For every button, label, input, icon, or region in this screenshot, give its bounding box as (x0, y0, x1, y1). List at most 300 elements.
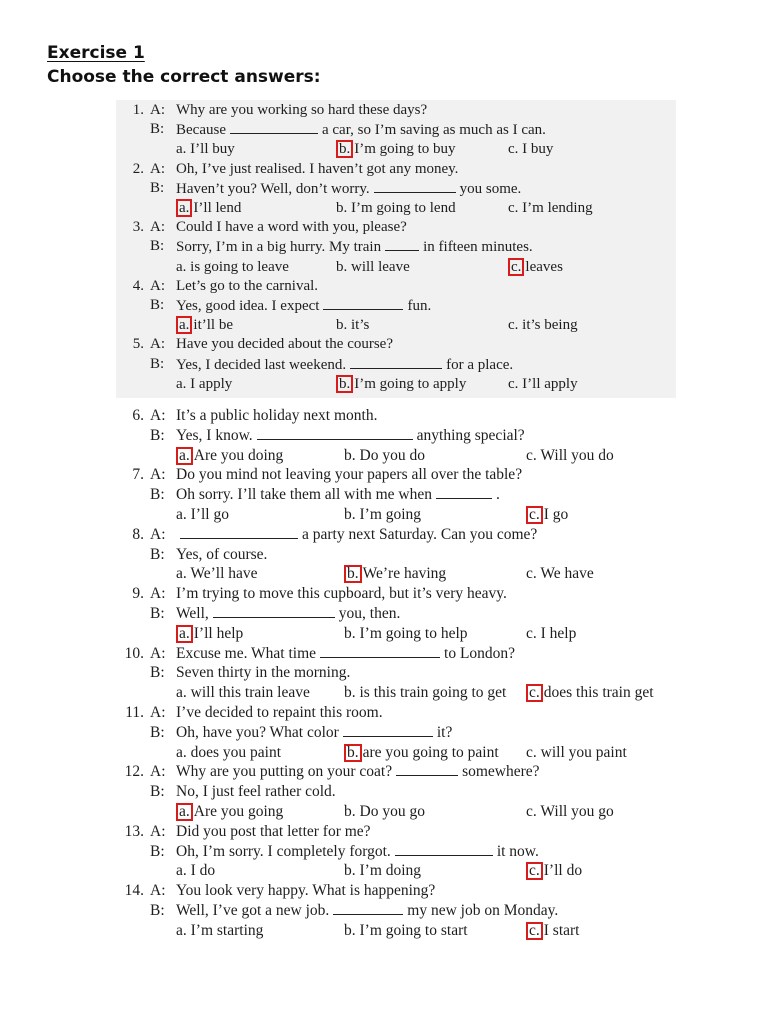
speaker-b-text-before-blank: Well, (176, 605, 209, 623)
selected-answer-letter: b. (344, 565, 362, 583)
speaker-b-text-before-blank: No, I just feel rather cold. (176, 783, 336, 801)
speaker-a-line (176, 101, 676, 120)
speaker-b-line (176, 485, 686, 505)
question-number: 14. (124, 882, 144, 900)
speaker-b-text-before-blank: Yes, good idea. I expect (176, 298, 320, 315)
selected-answer-letter: b. (336, 375, 353, 393)
exercise-title: Exercise 1 (47, 43, 145, 63)
speaker-b-text-before-blank: Yes, of course. (176, 545, 268, 563)
speaker-a-label: A: (150, 763, 166, 781)
answer-options (176, 258, 676, 277)
question-item (116, 406, 676, 465)
speaker-a-text: Let’s go to the carnival. (176, 277, 319, 294)
question-number: 11. (125, 704, 144, 721)
speaker-a-text-before-blank: Why are you putting on your coat? (176, 763, 393, 781)
answer-blank (333, 901, 403, 915)
options-spacer (150, 683, 176, 703)
answer-blank (385, 237, 419, 251)
question-number-spacer (116, 120, 150, 140)
option-text: Do you go (359, 802, 425, 820)
speaker-a-label: A: (150, 585, 166, 603)
question-number: 12. (124, 763, 144, 781)
speaker-b-label: B: (150, 901, 165, 919)
answer-option-a[interactable] (176, 375, 336, 394)
speaker-a-label: A: (150, 644, 166, 662)
question-number-spacer (116, 237, 150, 257)
question-item (116, 644, 676, 703)
question-number: 8. (132, 525, 144, 543)
speaker-b-line (176, 663, 686, 683)
question-number-spacer (116, 782, 150, 802)
speaker-b-label: B: (150, 664, 165, 682)
option-text: it’s (351, 317, 370, 334)
option-text: Do you do (359, 446, 425, 464)
speaker-b-text-before-blank: Oh, have you? What color (176, 723, 339, 741)
option-text: I’m going (359, 506, 422, 524)
answer-option-a[interactable] (176, 802, 344, 822)
speaker-a-text: a party next Saturday. Can you come? (302, 525, 538, 543)
exercise-block-2 (116, 406, 676, 941)
answer-blank (180, 525, 298, 539)
answer-option-b[interactable] (344, 624, 526, 644)
options-spacer (150, 505, 176, 525)
option-text: I’ll go (190, 506, 229, 524)
question-number-spacer (116, 179, 150, 199)
options-spacer (116, 743, 150, 763)
option-letter: c. (508, 200, 519, 217)
speaker-b-label: B: (150, 238, 165, 255)
answer-options (176, 564, 686, 584)
answer-option-a[interactable] (176, 683, 344, 703)
speaker-b-line (176, 842, 686, 862)
speaker-a-label: A: (150, 525, 166, 543)
answer-blank (350, 355, 442, 369)
speaker-a-text: Do you mind not leaving your papers all over the table? (176, 466, 523, 484)
option-letter: a. (176, 684, 187, 702)
option-text: will this train leave (190, 684, 310, 702)
question-item (116, 525, 676, 584)
speaker-a-text: Oh, I’ve just realised. I haven’t got any money. (176, 160, 459, 177)
speaker-a-line (176, 762, 686, 782)
answer-option-c[interactable] (526, 564, 686, 584)
answer-options (176, 743, 686, 763)
options-spacer (116, 140, 150, 159)
option-letter: a. (176, 565, 187, 583)
option-text: I’m going to start (359, 921, 468, 939)
speaker-b-line (176, 723, 686, 743)
speaker-a-text: to London? (444, 644, 516, 662)
speaker-a-text: Did you post that letter for me? (176, 822, 371, 840)
option-text: I’m going to lend (351, 200, 456, 217)
speaker-a-text: I’m trying to move this cupboard, but it’s very heavy. (176, 585, 507, 603)
speaker-a-text: Have you decided about the course? (176, 336, 393, 353)
speaker-b-text-before-blank: Sorry, I’m in a big hurry. My train (176, 239, 382, 256)
answer-option-a[interactable] (176, 258, 336, 277)
option-letter: a. (176, 375, 187, 392)
speaker-a-text: It’s a public holiday next month. (176, 407, 378, 425)
speaker-b-line (176, 296, 676, 316)
speaker-b-text-after-blank: a car, so I’m saving as much as I can. (321, 122, 546, 139)
question-number: 13. (124, 822, 144, 840)
answer-options (176, 199, 676, 218)
answer-blank (436, 485, 492, 499)
speaker-a-label: A: (150, 102, 165, 118)
answer-option-b[interactable] (336, 258, 508, 277)
option-letter: b. (336, 317, 348, 334)
speaker-a-text: I’ve decided to repaint this room. (176, 704, 383, 721)
question-number-spacer (116, 842, 150, 862)
speaker-b-line (176, 545, 686, 565)
option-text: I’m going to buy (354, 141, 456, 158)
option-text: Are you doing (193, 446, 284, 464)
question-item (116, 218, 676, 277)
option-letter: c. (508, 317, 519, 334)
answer-option-a[interactable] (176, 743, 344, 763)
answer-option-c[interactable] (526, 921, 686, 941)
answer-option-c[interactable] (508, 140, 618, 159)
answer-option-c[interactable] (508, 258, 618, 277)
speaker-b-text-after-blank: fun. (407, 298, 432, 315)
speaker-b-label: B: (150, 297, 165, 314)
option-letter: b. (344, 684, 356, 702)
option-letter: a. (176, 862, 187, 880)
option-text: Are you going (193, 802, 284, 820)
options-spacer (150, 624, 176, 644)
option-text: I’m doing (359, 862, 422, 880)
options-spacer (150, 446, 176, 466)
question-number-spacer (116, 355, 150, 375)
answer-option-c[interactable] (526, 624, 686, 644)
question-number: 6. (132, 407, 144, 425)
selected-answer-letter: a. (176, 803, 193, 821)
options-spacer (116, 375, 150, 394)
selected-answer-letter: b. (336, 140, 353, 158)
question-number: 7. (132, 466, 144, 484)
option-text: I’m starting (190, 921, 264, 939)
option-text: I’ll help (193, 624, 244, 642)
options-spacer (150, 140, 176, 159)
question-number-spacer (116, 663, 150, 683)
speaker-a-line (176, 218, 676, 237)
option-letter: a. (176, 141, 187, 158)
speaker-b-text-before-blank: Yes, I know. (176, 426, 253, 444)
option-letter: b. (336, 200, 348, 217)
question-number-spacer (116, 901, 150, 921)
question-item (116, 335, 676, 394)
speaker-a-line (176, 406, 686, 426)
answer-options (176, 140, 676, 159)
answer-option-a[interactable] (176, 564, 344, 584)
speaker-a-label: A: (150, 704, 166, 721)
speaker-b-text-before-blank: Yes, I decided last weekend. (176, 356, 347, 373)
answer-option-c[interactable] (526, 683, 686, 703)
answer-option-a[interactable] (176, 624, 344, 644)
speaker-b-text-after-blank: my new job on Monday. (407, 901, 559, 919)
question-number: 5. (132, 336, 144, 353)
answer-options (176, 624, 686, 644)
option-text: I do (190, 862, 216, 880)
speaker-b-line (176, 604, 686, 624)
answer-option-a[interactable] (176, 446, 344, 466)
question-item (116, 465, 676, 524)
speaker-a-line (176, 525, 686, 545)
answer-option-c[interactable] (508, 199, 618, 218)
answer-blank (213, 604, 335, 618)
answer-blank (257, 426, 413, 440)
speaker-a-line (176, 584, 686, 604)
speaker-b-text-after-blank: for a place. (446, 356, 514, 373)
exercise-list (116, 100, 676, 941)
answer-options (176, 446, 686, 466)
answer-option-c[interactable] (526, 861, 686, 881)
answer-option-c[interactable] (526, 505, 686, 525)
option-text: I apply (190, 375, 233, 392)
answer-option-c[interactable] (526, 802, 686, 822)
option-letter: c. (526, 565, 537, 583)
question-number: 1. (132, 102, 144, 118)
answer-blank (396, 762, 458, 776)
answer-option-c[interactable] (508, 316, 618, 335)
option-text: will leave (351, 258, 410, 275)
speaker-b-label: B: (150, 783, 165, 801)
speaker-a-text: Why are you working so hard these days? (176, 102, 428, 118)
answer-option-a[interactable] (176, 861, 344, 881)
speaker-a-label: A: (150, 336, 165, 353)
answer-options (176, 505, 686, 525)
speaker-b-line (176, 426, 686, 446)
speaker-a-line (176, 335, 676, 354)
speaker-a-line (176, 822, 686, 842)
speaker-a-text: You look very happy. What is happening? (176, 882, 436, 900)
speaker-b-label: B: (150, 723, 165, 741)
answer-options (176, 802, 686, 822)
speaker-b-line (176, 355, 676, 375)
speaker-b-line (176, 120, 676, 140)
selected-answer-letter: a. (176, 316, 192, 334)
option-letter: a. (176, 506, 187, 524)
speaker-b-line (176, 179, 676, 199)
option-letter: c. (508, 141, 519, 158)
question-item (116, 160, 676, 219)
options-spacer (150, 199, 176, 218)
speaker-b-text-before-blank: Seven thirty in the morning. (176, 664, 351, 682)
option-text: does this train get (543, 684, 654, 702)
options-spacer (150, 802, 176, 822)
answer-option-c[interactable] (526, 743, 686, 763)
options-spacer (150, 564, 176, 584)
exercise-block-1 (116, 100, 676, 398)
option-text: leaves (525, 258, 563, 275)
question-number-spacer (116, 296, 150, 316)
speaker-a-text: Could I have a word with you, please? (176, 219, 407, 236)
speaker-b-label: B: (150, 545, 165, 563)
speaker-b-text-before-blank: Oh, I’m sorry. I completely forgot. (176, 842, 391, 860)
question-number: 2. (132, 160, 144, 177)
speaker-b-text-after-blank: you, then. (338, 605, 401, 623)
answer-option-b[interactable] (336, 199, 508, 218)
question-number-spacer (116, 723, 150, 743)
answer-option-a[interactable] (176, 505, 344, 525)
options-spacer (116, 802, 150, 822)
speaker-b-label: B: (150, 179, 165, 196)
speaker-a-line (176, 465, 686, 485)
options-spacer (150, 861, 176, 881)
option-letter: b. (344, 446, 356, 464)
option-text: it’s being (522, 317, 578, 334)
options-spacer (150, 258, 176, 277)
answer-options (176, 861, 686, 881)
option-text: We have (540, 565, 594, 583)
option-text: are you going to paint (362, 743, 499, 761)
options-spacer (150, 743, 176, 763)
speaker-a-label: A: (150, 219, 165, 236)
question-number: 10. (124, 644, 144, 662)
answer-option-b[interactable] (344, 861, 526, 881)
question-item (116, 101, 676, 160)
option-text: I’m going to apply (354, 375, 467, 392)
question-number: 3. (132, 219, 144, 236)
question-item (116, 762, 676, 821)
selected-answer-letter: c. (508, 258, 524, 276)
speaker-b-label: B: (150, 486, 165, 504)
option-text: I’ll buy (190, 141, 235, 158)
selected-answer-letter: c. (526, 862, 543, 880)
answer-blank (230, 120, 318, 134)
speaker-b-line (176, 782, 686, 802)
answer-option-b[interactable] (344, 505, 526, 525)
answer-options (176, 375, 676, 394)
answer-option-c[interactable] (508, 375, 618, 394)
options-spacer (116, 446, 150, 466)
speaker-b-text-after-blank: in fifteen minutes. (423, 239, 533, 256)
option-text: I’ll do (543, 862, 583, 880)
speaker-b-text-before-blank: Well, I’ve got a new job. (176, 901, 330, 919)
speaker-b-text-after-blank: it now. (496, 842, 539, 860)
speaker-a-line (176, 160, 676, 179)
option-text: does you paint (190, 743, 282, 761)
selected-answer-letter: c. (526, 684, 543, 702)
answer-option-b[interactable] (336, 375, 508, 394)
answer-blank (320, 644, 440, 658)
answer-blank (323, 296, 403, 310)
selected-answer-letter: a. (176, 199, 192, 217)
speaker-a-label: A: (150, 466, 166, 484)
speaker-b-label: B: (150, 426, 165, 444)
answer-option-b[interactable] (344, 743, 526, 763)
option-text: I buy (522, 141, 554, 158)
speaker-b-label: B: (150, 121, 165, 138)
speaker-b-text-after-blank: . (495, 486, 500, 504)
speaker-b-text-after-blank: it? (436, 723, 453, 741)
options-spacer (116, 316, 150, 335)
question-item (116, 881, 676, 940)
options-spacer (150, 375, 176, 394)
speaker-a-label: A: (150, 277, 165, 294)
answer-option-a[interactable] (176, 316, 336, 335)
option-text: Will you do (540, 446, 614, 464)
speaker-a-label: A: (150, 407, 166, 425)
speaker-b-text-after-blank: anything special? (416, 426, 525, 444)
speaker-a-line (176, 644, 686, 664)
answer-option-b[interactable] (336, 140, 508, 159)
speaker-b-label: B: (150, 605, 165, 623)
speaker-a-label: A: (150, 160, 165, 177)
options-spacer (116, 683, 150, 703)
option-text: I’m lending (522, 200, 593, 217)
option-text: I’ll apply (522, 375, 578, 392)
answer-blank (374, 179, 456, 193)
option-text: I’ll lend (193, 200, 242, 217)
option-text: it’ll be (193, 317, 233, 334)
option-text: I help (540, 624, 577, 642)
answer-option-a[interactable] (176, 140, 336, 159)
option-letter: b. (344, 862, 356, 880)
speaker-b-text-before-blank: Oh sorry. I’ll take them all with me when (176, 486, 432, 504)
speaker-b-text-after-blank: you some. (459, 180, 522, 197)
option-letter: a. (176, 921, 187, 939)
option-text: We’re having (362, 565, 447, 583)
answer-option-b[interactable] (344, 921, 526, 941)
answer-blank (343, 723, 433, 737)
option-text: Will you go (540, 802, 614, 820)
answer-options (176, 683, 686, 703)
question-number-spacer (116, 604, 150, 624)
option-text: is going to leave (190, 258, 289, 275)
option-text: I start (543, 921, 580, 939)
speaker-b-text-before-blank: Because (176, 122, 226, 139)
answer-option-a[interactable] (176, 199, 336, 218)
options-spacer (116, 861, 150, 881)
speaker-a-text: somewhere? (462, 763, 540, 781)
selected-answer-letter: c. (526, 506, 543, 524)
speaker-a-text-before-blank: Excuse me. What time (176, 644, 317, 662)
speaker-b-label: B: (150, 842, 165, 860)
option-letter: c. (526, 624, 537, 642)
option-letter: c. (526, 802, 537, 820)
options-spacer (150, 921, 176, 941)
speaker-a-line (176, 703, 686, 723)
option-text: We’ll have (190, 565, 258, 583)
option-text: will you paint (540, 743, 627, 761)
options-spacer (116, 624, 150, 644)
question-number: 9. (132, 585, 144, 603)
answer-option-b[interactable] (344, 446, 526, 466)
options-spacer (116, 258, 150, 277)
answer-options (176, 316, 676, 335)
answer-option-b[interactable] (344, 564, 526, 584)
question-item (116, 822, 676, 881)
option-text: I’m going to help (359, 624, 468, 642)
answer-option-c[interactable] (526, 446, 686, 466)
option-letter: a. (176, 258, 187, 275)
instruction-heading: Choose the correct answers: (47, 67, 321, 87)
options-spacer (116, 199, 150, 218)
answer-options (176, 921, 686, 941)
option-letter: b. (344, 921, 356, 939)
answer-option-a[interactable] (176, 921, 344, 941)
speaker-b-line (176, 237, 676, 257)
answer-option-b[interactable] (336, 316, 508, 335)
speaker-a-label: A: (150, 822, 166, 840)
answer-option-b[interactable] (344, 683, 526, 703)
selected-answer-letter: a. (176, 447, 193, 465)
answer-option-b[interactable] (344, 802, 526, 822)
speaker-b-label: B: (150, 355, 165, 372)
question-number-spacer (116, 426, 150, 446)
speaker-a-line (176, 881, 686, 901)
question-number-spacer (116, 485, 150, 505)
question-item (116, 584, 676, 643)
